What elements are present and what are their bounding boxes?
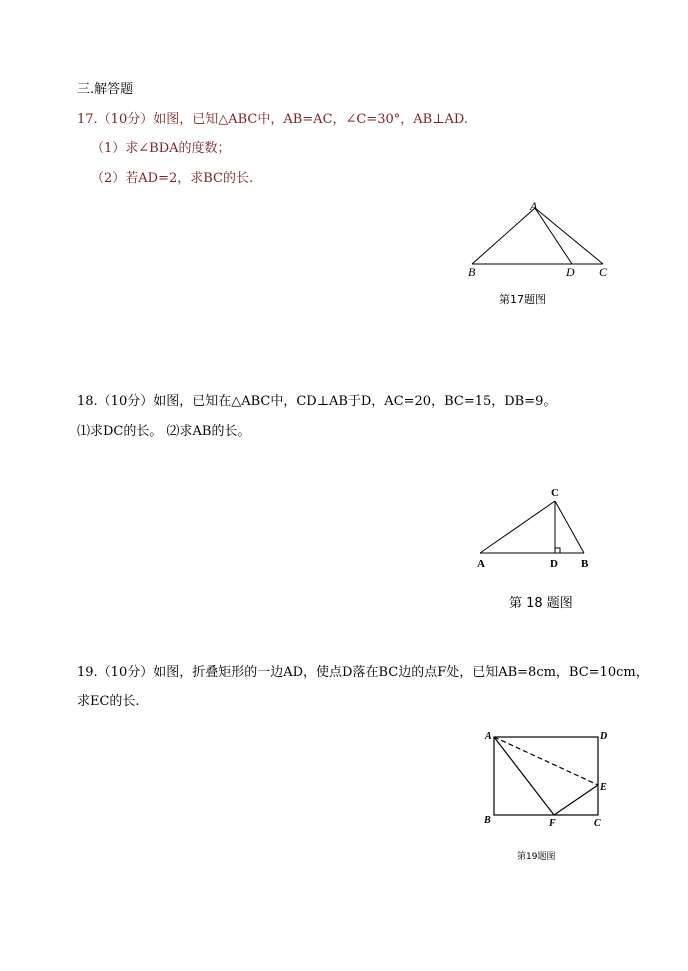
q19-label-b: B — [484, 815, 491, 826]
q17-part1: （1）求∠BDA的度数； — [91, 141, 231, 156]
q17-segment-ad — [535, 208, 572, 264]
q17-figure-caption: 第17题图 — [499, 293, 546, 306]
q19-stem-line2: 求EC的长. — [77, 694, 140, 709]
section-title: 三.解答题 — [77, 82, 134, 97]
q19-figure-caption: 第19题图 — [517, 852, 556, 862]
q19-label-f: F — [549, 818, 556, 829]
q19-label-a: A — [485, 731, 492, 742]
q18-right-angle-mark — [555, 548, 560, 553]
q18-side-bc — [555, 501, 584, 553]
q19-segment-af — [494, 737, 554, 815]
q19-stem-line1: 19.（10分）如图，折叠矩形的一边AD，使点D落在BC边的点F处，已知AB=8cm，BC=10cm， — [77, 665, 649, 680]
q17-side-ab — [472, 208, 535, 264]
q18-label-a: A — [477, 558, 485, 570]
q19-rectangle-figure — [478, 723, 618, 835]
q19-rectangle-abcd — [494, 737, 598, 815]
q18-label-b: B — [581, 558, 589, 570]
q18-stem: 18.（10分）如图，已知在△ABC中，CD⊥AB于D，AC=20，BC=15，DB=9。 — [77, 394, 557, 409]
q17-triangle-figure — [460, 198, 620, 280]
q17-label-d: D — [566, 265, 575, 279]
q19-segment-fe — [554, 785, 598, 815]
q18-figure-caption: 第 18 题图 — [509, 596, 573, 611]
q18-triangle-figure — [470, 480, 600, 572]
q17-label-c: C — [599, 265, 608, 279]
q17-part2: （2）若AD=2，求BC的长. — [91, 171, 254, 186]
q18-label-c: C — [551, 487, 559, 499]
q17-label-b: B — [468, 265, 476, 279]
q19-label-d: D — [600, 731, 608, 742]
q19-fold-line-ae — [494, 737, 598, 785]
q19-label-e: E — [600, 782, 607, 793]
q18-parts: ⑴求DC的长。 ⑵求AB的长。 — [77, 424, 251, 439]
q18-label-d: D — [550, 558, 558, 570]
q18-side-ac — [480, 501, 555, 553]
q17-stem: 17.（10分）如图，已知△ABC中，AB=AC，∠C=30°，AB⊥AD. — [77, 112, 468, 127]
q19-label-c: C — [594, 818, 601, 829]
q17-label-a: A — [530, 199, 538, 213]
q17-side-ac — [535, 208, 603, 264]
